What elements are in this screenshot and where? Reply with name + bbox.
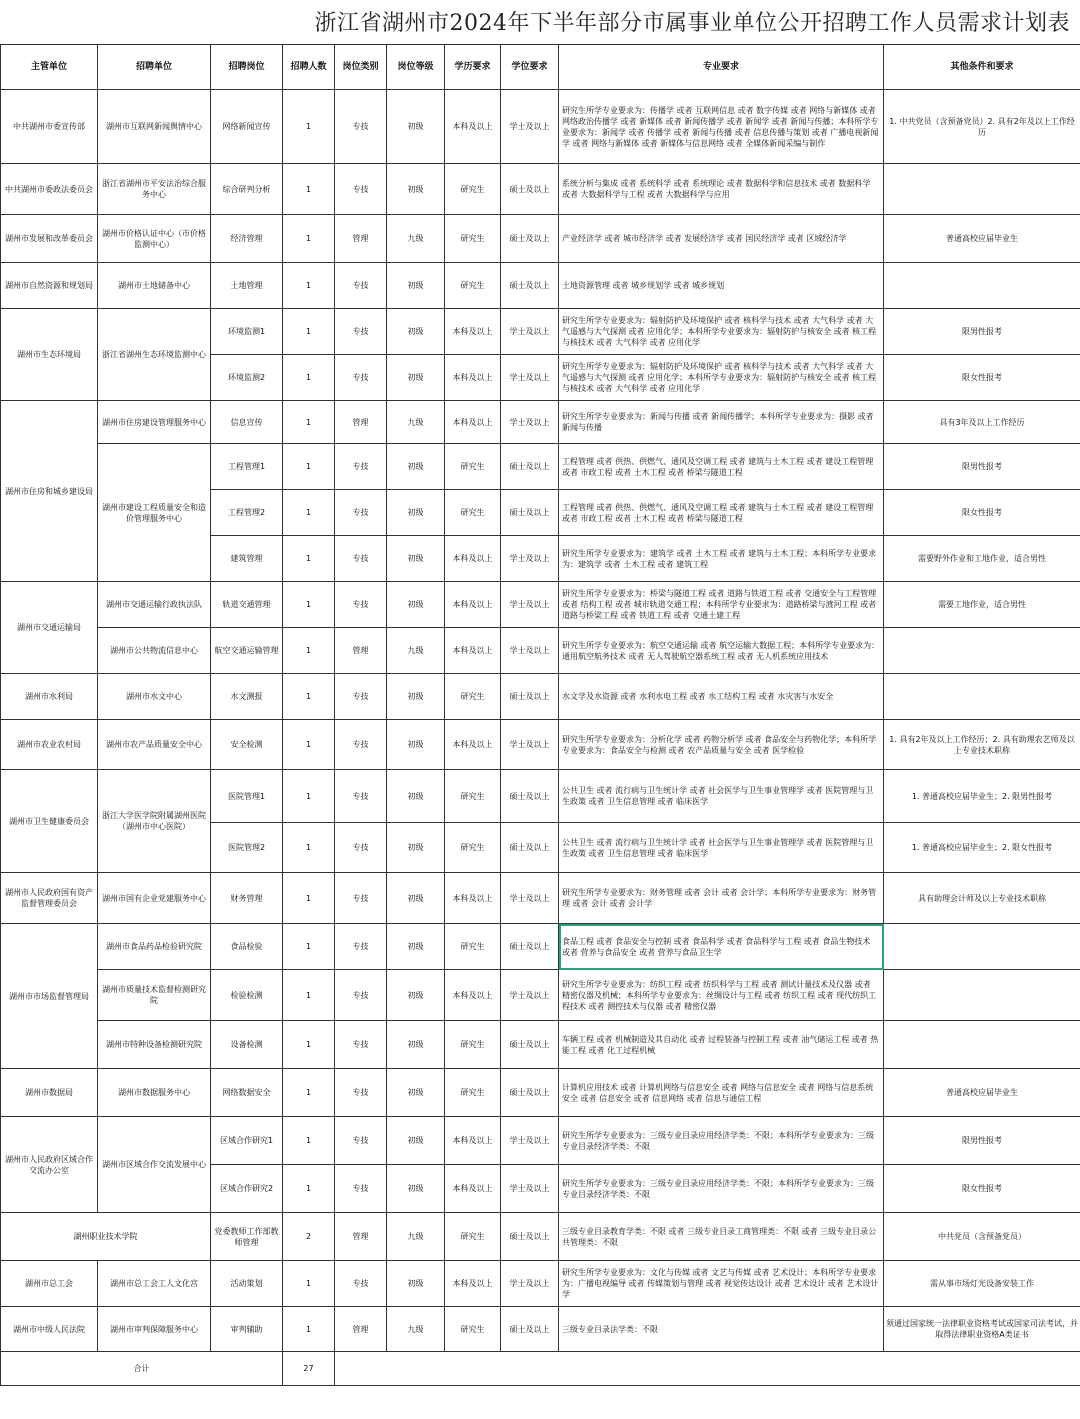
header-post: 招聘岗位 (211, 45, 283, 90)
hiring-unit-cell[interactable]: 湖州市数据服务中心 (98, 1069, 211, 1117)
hiring-unit-cell[interactable]: 浙江省湖州生态环境监测中心 (98, 309, 211, 401)
other-cell[interactable]: 限男性报考 (884, 1117, 1080, 1165)
degree-cell[interactable]: 硕士及以上 (501, 1307, 559, 1352)
level-cell[interactable]: 初级 (387, 263, 445, 309)
education-cell[interactable]: 研究生 (445, 1213, 501, 1261)
category-cell[interactable]: 专技 (335, 873, 387, 924)
level-cell[interactable]: 九级 (387, 1213, 445, 1261)
education-cell[interactable]: 研究生 (445, 924, 501, 970)
post-cell[interactable]: 信息宣传 (211, 401, 283, 444)
level-cell[interactable]: 九级 (387, 401, 445, 444)
education-cell[interactable]: 本科及以上 (445, 401, 501, 444)
category-cell[interactable]: 专技 (335, 355, 387, 401)
education-cell[interactable]: 研究生 (445, 263, 501, 309)
main-unit-cell[interactable]: 湖州市数据局 (1, 1069, 98, 1117)
count-cell[interactable]: 1 (283, 924, 335, 970)
other-cell[interactable] (884, 924, 1080, 970)
education-cell[interactable]: 研究生 (445, 215, 501, 263)
major-cell[interactable]: 研究生所学专业要求为：建筑学 或者 土木工程 或者 建筑与土木工程；本科所学专业要求为：建筑学 或者 土木工程 或者 建筑工程 (559, 536, 884, 582)
count-cell[interactable]: 1 (283, 536, 335, 582)
header-row (1, 45, 1080, 90)
total-label[interactable]: 合计 (1, 1352, 283, 1386)
post-cell[interactable]: 经济管理 (211, 215, 283, 263)
main-unit-cell[interactable]: 湖州市总工会 (1, 1261, 98, 1307)
count-cell[interactable]: 1 (283, 873, 335, 924)
main-unit-cell[interactable]: 湖州市发展和改革委员会 (1, 215, 98, 263)
main-unit-cell[interactable]: 湖州市中级人民法院 (1, 1307, 98, 1352)
category-cell[interactable]: 专技 (335, 263, 387, 309)
main-unit-cell[interactable]: 湖州市交通运输局 (1, 582, 98, 674)
table-row (1, 444, 1080, 490)
category-cell[interactable]: 专技 (335, 582, 387, 628)
education-cell[interactable]: 研究生 (445, 444, 501, 490)
major-cell[interactable]: 研究生所学专业要求为：新闻与传播 或者 新闻传播学；本科所学专业要求为：摄影 或者 新闻与传播 (559, 401, 884, 444)
other-cell[interactable]: 具有助理会计师及以上专业技术职称 (884, 873, 1080, 924)
level-cell[interactable]: 初级 (387, 355, 445, 401)
post-cell[interactable]: 环境监测2 (211, 355, 283, 401)
table-row (1, 770, 1080, 823)
degree-cell[interactable]: 硕士及以上 (501, 1069, 559, 1117)
education-cell[interactable]: 研究生 (445, 1021, 501, 1069)
post-cell[interactable]: 医院管理1 (211, 770, 283, 823)
table-row (1, 1307, 1080, 1352)
other-cell[interactable]: 需从事市场灯光设备安装工作 (884, 1261, 1080, 1307)
count-cell[interactable]: 1 (283, 1307, 335, 1352)
category-cell[interactable]: 管理 (335, 401, 387, 444)
post-cell[interactable]: 党委教师工作部教师管理 (211, 1213, 283, 1261)
other-cell[interactable]: 中共党员（含预备党员） (884, 1213, 1080, 1261)
table-row (1, 1261, 1080, 1307)
level-cell[interactable]: 初级 (387, 164, 445, 215)
level-cell[interactable]: 初级 (387, 490, 445, 536)
header-other: 其他条件和要求 (884, 45, 1080, 90)
count-cell[interactable]: 1 (283, 401, 335, 444)
other-cell[interactable]: 限女性报考 (884, 490, 1080, 536)
category-cell[interactable]: 专技 (335, 164, 387, 215)
table-row (1, 674, 1080, 720)
post-cell[interactable]: 网络新闻宣传 (211, 90, 283, 164)
post-cell[interactable]: 综合研判分析 (211, 164, 283, 215)
main-unit-cell[interactable]: 湖州市人民政府国有资产监督管理委员会 (1, 873, 98, 924)
count-cell[interactable]: 1 (283, 355, 335, 401)
education-cell[interactable]: 本科及以上 (445, 873, 501, 924)
level-cell[interactable]: 初级 (387, 309, 445, 355)
level-cell[interactable]: 九级 (387, 1307, 445, 1352)
post-cell[interactable]: 检验检测 (211, 970, 283, 1021)
post-cell[interactable]: 医院管理2 (211, 823, 283, 873)
table-row (1, 1117, 1080, 1165)
header-degree: 学位要求 (501, 45, 559, 90)
education-cell[interactable]: 本科及以上 (445, 582, 501, 628)
degree-cell[interactable]: 学士及以上 (501, 309, 559, 355)
education-cell[interactable]: 研究生 (445, 1069, 501, 1117)
count-cell[interactable]: 1 (283, 1117, 335, 1165)
major-cell[interactable]: 工程管理 或者 供热、供燃气、通风及空调工程 或者 建筑与土木工程 或者 建设工程管理 或者 市政工程 或者 土木工程 或者 桥梁与隧道工程 (559, 490, 884, 536)
major-cell[interactable]: 研究生所学专业要求为：航空交通运输 或者 航空运输大数据工程；本科所学专业要求为：通用航空航务技术 或者 无人驾驶航空器系统工程 或者 无人机系统应用技术 (559, 628, 884, 674)
count-cell[interactable]: 1 (283, 1069, 335, 1117)
degree-cell[interactable]: 学士及以上 (501, 90, 559, 164)
main-unit-cell[interactable]: 湖州市自然资源和规划局 (1, 263, 98, 309)
category-cell[interactable]: 专技 (335, 1117, 387, 1165)
hiring-unit-cell[interactable]: 湖州市区域合作交流发展中心 (98, 1117, 211, 1213)
category-cell[interactable]: 专技 (335, 1165, 387, 1213)
education-cell[interactable]: 本科及以上 (445, 1261, 501, 1307)
category-cell[interactable]: 专技 (335, 90, 387, 164)
hiring-unit-cell[interactable]: 湖州市食品药品检验研究院 (98, 924, 211, 970)
main-unit-cell[interactable]: 湖州市住房和城乡建设局 (1, 401, 98, 582)
level-cell[interactable]: 九级 (387, 628, 445, 674)
category-cell[interactable]: 专技 (335, 674, 387, 720)
count-cell[interactable]: 1 (283, 582, 335, 628)
hiring-unit-cell[interactable]: 湖州市互联网新闻舆情中心 (98, 90, 211, 164)
main-unit-cell[interactable]: 湖州市生态环境局 (1, 309, 98, 401)
other-cell[interactable]: 限男性报考 (884, 444, 1080, 490)
level-cell[interactable]: 初级 (387, 444, 445, 490)
other-cell[interactable]: 具有3年及以上工作经历 (884, 401, 1080, 444)
other-cell[interactable] (884, 628, 1080, 674)
count-cell[interactable]: 1 (283, 90, 335, 164)
other-cell[interactable] (884, 970, 1080, 1021)
total-row (1, 1352, 1080, 1386)
post-cell[interactable]: 土地管理 (211, 263, 283, 309)
category-cell[interactable]: 管理 (335, 1213, 387, 1261)
other-cell[interactable]: 需要工地作业，适合男性 (884, 582, 1080, 628)
post-cell[interactable]: 工程管理1 (211, 444, 283, 490)
degree-cell[interactable]: 硕士及以上 (501, 263, 559, 309)
table-row (1, 401, 1080, 444)
main-unit-cell[interactable]: 湖州市市场监督管理局 (1, 924, 98, 1069)
table-row (1, 720, 1080, 770)
other-cell[interactable]: 1. 普通高校应届毕业生；2. 限男性报考 (884, 770, 1080, 823)
other-cell[interactable]: 限女性报考 (884, 1165, 1080, 1213)
category-cell[interactable]: 专技 (335, 444, 387, 490)
total-count[interactable]: 27 (283, 1352, 335, 1386)
count-cell[interactable]: 1 (283, 970, 335, 1021)
major-cell[interactable]: 食品工程 或者 食品安全与控制 或者 食品科学 或者 食品科学与工程 或者 食品生物技术 或者 营养与食品安全 或者 营养与食品卫生学 (559, 924, 884, 970)
education-cell[interactable]: 本科及以上 (445, 1117, 501, 1165)
hiring-unit-cell[interactable]: 浙江大学医学院附属湖州医院（湖州市中心医院） (98, 770, 211, 873)
education-cell[interactable]: 研究生 (445, 770, 501, 823)
degree-cell[interactable]: 硕士及以上 (501, 215, 559, 263)
major-cell[interactable]: 研究生所学专业要求为：三级专业目录应用经济学类：不限；本科所学专业要求为：三级专业目录经济学类：不限 (559, 1117, 884, 1165)
count-cell[interactable]: 1 (283, 1165, 335, 1213)
major-cell[interactable]: 研究生所学专业要求为：传播学 或者 互联网信息 或者 数字传媒 或者 网络与新媒体 或者 网络政治传播学 或者 新媒体 或者 新闻传播学 或者 新闻学 或者 新闻与传播；本科所学专业要求为：新闻学 或者 传播学 或者 新闻与传播 或者 信息传播与策划 或者 广播电视新闻学 或者 网络与新媒体 或者 新媒体与信息网络 或者 全媒体新闻采编与制作 (559, 90, 884, 164)
major-cell[interactable]: 研究生所学专业要求为：文化与传媒 或者 文艺与传媒 或者 艺术设计；本科所学专业要求为：广播电视编导 或者 传媒策划与管理 或者 视觉传达设计 或者 艺术设计 或者 艺术设计学 (559, 1261, 884, 1307)
table-row (1, 970, 1080, 1021)
recruitment-table (0, 44, 1080, 1386)
table-row (1, 215, 1080, 263)
table-row (1, 309, 1080, 355)
hiring-unit-cell[interactable]: 湖州市公共物流信息中心 (98, 628, 211, 674)
level-cell[interactable]: 初级 (387, 970, 445, 1021)
category-cell[interactable]: 管理 (335, 628, 387, 674)
other-cell[interactable] (884, 263, 1080, 309)
hiring-unit-cell[interactable]: 湖州市国有企业党建服务中心 (98, 873, 211, 924)
level-cell[interactable]: 初级 (387, 674, 445, 720)
category-cell[interactable]: 专技 (335, 924, 387, 970)
degree-cell[interactable]: 硕士及以上 (501, 490, 559, 536)
major-cell[interactable]: 研究生所学专业要求为：纺织工程 或者 纺织科学与工程 或者 测试计量技术及仪器 或者 精密仪器及机械；本科所学专业要求为：丝绸设计与工程 或者 纺织工程 或者 现代纺织工程技术 或者 测控技术与仪器 或者 精密仪器 (559, 970, 884, 1021)
education-cell[interactable]: 本科及以上 (445, 628, 501, 674)
level-cell[interactable]: 初级 (387, 720, 445, 770)
major-cell[interactable]: 研究生所学专业要求为：财务管理 或者 会计 或者 会计学；本科所学专业要求为：财务管理 或者 会计 或者 会计学 (559, 873, 884, 924)
table-row (1, 1213, 1080, 1261)
other-cell[interactable] (884, 674, 1080, 720)
count-cell[interactable]: 1 (283, 628, 335, 674)
degree-cell[interactable]: 学士及以上 (501, 628, 559, 674)
degree-cell[interactable]: 学士及以上 (501, 355, 559, 401)
hiring-unit-cell[interactable]: 湖州市建设工程质量安全和造价管理服务中心 (98, 444, 211, 582)
table-row (1, 628, 1080, 674)
major-cell[interactable]: 系统分析与集成 或者 系统科学 或者 系统理论 或者 数据科学和信息技术 或者 数据科学 或者 大数据科学与工程 或者 大数据科学与应用 (559, 164, 884, 215)
major-cell[interactable]: 研究生所学专业要求为：桥梁与隧道工程 或者 道路与铁道工程 或者 交通安全与工程管理 或者 结构工程 或者 城市轨道交通工程；本科所学专业要求为：道路桥梁与渡河工程 或者 道路与桥梁工程 或者 铁道工程 或者 交通土建工程 (559, 582, 884, 628)
hiring-unit-cell[interactable]: 湖州市住房建设管理服务中心 (98, 401, 211, 444)
major-cell[interactable]: 计算机应用技术 或者 计算机网络与信息安全 或者 网络与信息安全 或者 网络与信息系统安全 或者 信息安全 或者 信息网络 或者 信息与通信工程 (559, 1069, 884, 1117)
category-cell[interactable]: 管理 (335, 215, 387, 263)
degree-cell[interactable]: 学士及以上 (501, 1117, 559, 1165)
level-cell[interactable]: 初级 (387, 1069, 445, 1117)
degree-cell[interactable]: 学士及以上 (501, 536, 559, 582)
degree-cell[interactable]: 硕士及以上 (501, 1021, 559, 1069)
education-cell[interactable]: 研究生 (445, 823, 501, 873)
degree-cell[interactable]: 硕士及以上 (501, 823, 559, 873)
degree-cell[interactable]: 学士及以上 (501, 1261, 559, 1307)
main-unit-cell[interactable]: 湖州市卫生健康委员会 (1, 770, 98, 873)
level-cell[interactable]: 初级 (387, 924, 445, 970)
post-cell[interactable]: 建筑管理 (211, 536, 283, 582)
degree-cell[interactable]: 学士及以上 (501, 873, 559, 924)
education-cell[interactable]: 研究生 (445, 674, 501, 720)
level-cell[interactable]: 初级 (387, 1117, 445, 1165)
table-row (1, 873, 1080, 924)
count-cell[interactable]: 1 (283, 1021, 335, 1069)
main-unit-cell[interactable]: 湖州市农业农村局 (1, 720, 98, 770)
education-cell[interactable]: 研究生 (445, 490, 501, 536)
major-cell[interactable]: 研究生所学专业要求为：分析化学 或者 药物分析学 或者 食品安全与药物化学；本科所学专业要求为：食品安全与检测 或者 农产品质量与安全 或者 医学检验 (559, 720, 884, 770)
main-unit-cell[interactable]: 中共湖州市委宣传部 (1, 90, 98, 164)
hiring-unit-cell[interactable]: 浙江省湖州市平安法治综合服务中心 (98, 164, 211, 215)
header-education: 学历要求 (445, 45, 501, 90)
major-cell[interactable]: 土地资源管理 或者 城乡规划学 或者 城乡规划 (559, 263, 884, 309)
category-cell[interactable]: 专技 (335, 770, 387, 823)
other-cell[interactable] (884, 1021, 1080, 1069)
major-cell[interactable]: 水文学及水资源 或者 水利水电工程 或者 水工结构工程 或者 水灾害与水安全 (559, 674, 884, 720)
other-cell[interactable]: 1. 具有2年及以上工作经历；2. 具有助理农艺师及以上专业技术职称 (884, 720, 1080, 770)
header-main-unit: 主管单位 (1, 45, 98, 90)
level-cell[interactable]: 初级 (387, 1261, 445, 1307)
hiring-unit-cell[interactable]: 湖州市特种设备检测研究院 (98, 1021, 211, 1069)
table-row (1, 924, 1080, 970)
category-cell[interactable]: 专技 (335, 490, 387, 536)
page-title: 浙江省湖州市2024年下半年部分市属事业单位公开招聘工作人员需求计划表 (314, 11, 1070, 36)
main-unit-cell[interactable]: 湖州市水利局 (1, 674, 98, 720)
count-cell[interactable]: 1 (283, 770, 335, 823)
degree-cell[interactable]: 硕士及以上 (501, 1213, 559, 1261)
count-cell[interactable]: 1 (283, 823, 335, 873)
count-cell[interactable]: 1 (283, 490, 335, 536)
post-cell[interactable]: 环境监测1 (211, 309, 283, 355)
hiring-unit-cell[interactable]: 湖州市土地储备中心 (98, 263, 211, 309)
major-cell[interactable]: 产业经济学 或者 城市经济学 或者 发展经济学 或者 国民经济学 或者 区域经济学 (559, 215, 884, 263)
post-cell[interactable]: 轨道交通管理 (211, 582, 283, 628)
post-cell[interactable]: 食品检验 (211, 924, 283, 970)
count-cell[interactable]: 1 (283, 674, 335, 720)
post-cell[interactable]: 安全检测 (211, 720, 283, 770)
hiring-unit-cell[interactable]: 湖州市质量技术监督检测研究院 (98, 970, 211, 1021)
table-row (1, 90, 1080, 164)
major-cell[interactable]: 研究生所学专业要求为：辐射防护及环境保护 或者 核科学与技术 或者 大气科学 或者 大气遥感与大气探测 或者 应用化学；本科所学专业要求为：辐射防护与核安全 或者 核工程与核技术 或者 大气科学 或者 应用化学 (559, 355, 884, 401)
level-cell[interactable]: 初级 (387, 770, 445, 823)
count-cell[interactable]: 1 (283, 720, 335, 770)
main-unit-cell[interactable]: 中共湖州市委政法委员会 (1, 164, 98, 215)
education-cell[interactable]: 研究生 (445, 164, 501, 215)
category-cell[interactable]: 专技 (335, 1261, 387, 1307)
hiring-unit-cell[interactable]: 湖州市水文中心 (98, 674, 211, 720)
category-cell[interactable]: 专技 (335, 1069, 387, 1117)
count-cell[interactable]: 1 (283, 164, 335, 215)
education-cell[interactable]: 本科及以上 (445, 970, 501, 1021)
level-cell[interactable]: 初级 (387, 1165, 445, 1213)
major-cell[interactable]: 公共卫生 或者 流行病与卫生统计学 或者 社会医学与卫生事业管理学 或者 医院管理与卫生政策 或者 卫生信息管理 或者 临床医学 (559, 770, 884, 823)
degree-cell[interactable]: 硕士及以上 (501, 444, 559, 490)
category-cell[interactable]: 专技 (335, 1021, 387, 1069)
category-cell[interactable]: 专技 (335, 536, 387, 582)
table-row (1, 263, 1080, 309)
education-cell[interactable]: 研究生 (445, 1307, 501, 1352)
level-cell[interactable]: 初级 (387, 536, 445, 582)
degree-cell[interactable]: 学士及以上 (501, 1165, 559, 1213)
major-cell[interactable]: 车辆工程 或者 机械制造及其自动化 或者 过程装备与控制工程 或者 油气储运工程 或者 热能工程 或者 化工过程机械 (559, 1021, 884, 1069)
post-cell[interactable]: 水文测报 (211, 674, 283, 720)
post-cell[interactable]: 网络数据安全 (211, 1069, 283, 1117)
main-unit-cell[interactable]: 湖州职业技术学院 (1, 1213, 211, 1261)
hiring-unit-cell[interactable]: 湖州市总工会工人文化宫 (98, 1261, 211, 1307)
education-cell[interactable]: 本科及以上 (445, 1165, 501, 1213)
other-cell[interactable] (884, 164, 1080, 215)
education-cell[interactable]: 本科及以上 (445, 309, 501, 355)
header-major: 专业要求 (559, 45, 884, 90)
hiring-unit-cell[interactable]: 湖州市价格认证中心（市价格监测中心） (98, 215, 211, 263)
category-cell[interactable]: 管理 (335, 1307, 387, 1352)
category-cell[interactable]: 专技 (335, 823, 387, 873)
major-cell[interactable]: 研究生所学专业要求为：辐射防护及环境保护 或者 核科学与技术 或者 大气科学 或者 大气遥感与大气探测 或者 应用化学；本科所学专业要求为：辐射防护与核安全 或者 核工程与核技术 或者 大气科学 或者 应用化学 (559, 309, 884, 355)
count-cell[interactable]: 1 (283, 1261, 335, 1307)
category-cell[interactable]: 专技 (335, 970, 387, 1021)
other-cell[interactable]: 1. 中共党员（含预备党员）2. 具有2年及以上工作经历 (884, 90, 1080, 164)
post-cell[interactable]: 设备检测 (211, 1021, 283, 1069)
level-cell[interactable]: 初级 (387, 90, 445, 164)
post-cell[interactable]: 区域合作研究2 (211, 1165, 283, 1213)
table-row (1, 582, 1080, 628)
category-cell[interactable]: 专技 (335, 720, 387, 770)
major-cell[interactable]: 三级专业目录教育学类：不限 或者 三级专业目录工商管理类：不限 或者 三级专业目录公共管理类：不限 (559, 1213, 884, 1261)
header-hiring-unit: 招聘单位 (98, 45, 211, 90)
header-level: 岗位等级 (387, 45, 445, 90)
category-cell[interactable]: 专技 (335, 309, 387, 355)
degree-cell[interactable]: 学士及以上 (501, 720, 559, 770)
degree-cell[interactable]: 硕士及以上 (501, 164, 559, 215)
hiring-unit-cell[interactable]: 湖州市审判保障服务中心 (98, 1307, 211, 1352)
other-cell[interactable]: 普通高校应届毕业生 (884, 215, 1080, 263)
major-cell[interactable]: 研究生所学专业要求为：三级专业目录应用经济学类：不限；本科所学专业要求为：三级专业目录经济学类：不限 (559, 1165, 884, 1213)
major-cell[interactable]: 公共卫生 或者 流行病与卫生统计学 或者 社会医学与卫生事业管理学 或者 医院管理与卫生政策 或者 卫生信息管理 或者 临床医学 (559, 823, 884, 873)
count-cell[interactable]: 1 (283, 444, 335, 490)
degree-cell[interactable]: 学士及以上 (501, 582, 559, 628)
level-cell[interactable]: 初级 (387, 1021, 445, 1069)
main-unit-cell[interactable]: 湖州市人民政府区域合作交流办公室 (1, 1117, 98, 1213)
degree-cell[interactable]: 学士及以上 (501, 970, 559, 1021)
level-cell[interactable]: 初级 (387, 873, 445, 924)
level-cell[interactable]: 初级 (387, 823, 445, 873)
other-cell[interactable]: 普通高校应届毕业生 (884, 1069, 1080, 1117)
header-category: 岗位类别 (335, 45, 387, 90)
table-row (1, 164, 1080, 215)
major-cell[interactable]: 三级专业目录法学类：不限 (559, 1307, 884, 1352)
count-cell[interactable]: 1 (283, 215, 335, 263)
post-cell[interactable]: 工程管理2 (211, 490, 283, 536)
education-cell[interactable]: 本科及以上 (445, 90, 501, 164)
post-cell[interactable]: 财务管理 (211, 873, 283, 924)
degree-cell[interactable]: 硕士及以上 (501, 924, 559, 970)
education-cell[interactable]: 本科及以上 (445, 355, 501, 401)
table-row (1, 1069, 1080, 1117)
hiring-unit-cell[interactable]: 湖州市交通运输行政执法队 (98, 582, 211, 628)
total-empty[interactable] (335, 1352, 1080, 1386)
other-cell[interactable]: 限男性报考 (884, 309, 1080, 355)
count-cell[interactable]: 2 (283, 1213, 335, 1261)
count-cell[interactable]: 1 (283, 263, 335, 309)
education-cell[interactable]: 本科及以上 (445, 536, 501, 582)
other-cell[interactable]: 限女性报考 (884, 355, 1080, 401)
post-cell[interactable]: 审判辅助 (211, 1307, 283, 1352)
other-cell[interactable]: 需要野外作业和工地作业，适合男性 (884, 536, 1080, 582)
other-cell[interactable]: 1. 普通高校应届毕业生；2. 限女性报考 (884, 823, 1080, 873)
table-row (1, 1021, 1080, 1069)
post-cell[interactable]: 航空交通运输管理 (211, 628, 283, 674)
count-cell[interactable]: 1 (283, 309, 335, 355)
level-cell[interactable]: 九级 (387, 215, 445, 263)
hiring-unit-cell[interactable]: 湖州市农产品质量安全中心 (98, 720, 211, 770)
education-cell[interactable]: 本科及以上 (445, 720, 501, 770)
major-cell[interactable]: 工程管理 或者 供热、供燃气、通风及空调工程 或者 建筑与土木工程 或者 建设工程管理 或者 市政工程 或者 土木工程 或者 桥梁与隧道工程 (559, 444, 884, 490)
other-cell[interactable]: 须通过国家统一法律职业资格考试或国家司法考试，并取得法律职业资格A类证书 (884, 1307, 1080, 1352)
degree-cell[interactable]: 学士及以上 (501, 401, 559, 444)
degree-cell[interactable]: 硕士及以上 (501, 770, 559, 823)
post-cell[interactable]: 活动策划 (211, 1261, 283, 1307)
degree-cell[interactable]: 硕士及以上 (501, 674, 559, 720)
post-cell[interactable]: 区域合作研究1 (211, 1117, 283, 1165)
level-cell[interactable]: 初级 (387, 582, 445, 628)
header-count: 招聘人数 (283, 45, 335, 90)
